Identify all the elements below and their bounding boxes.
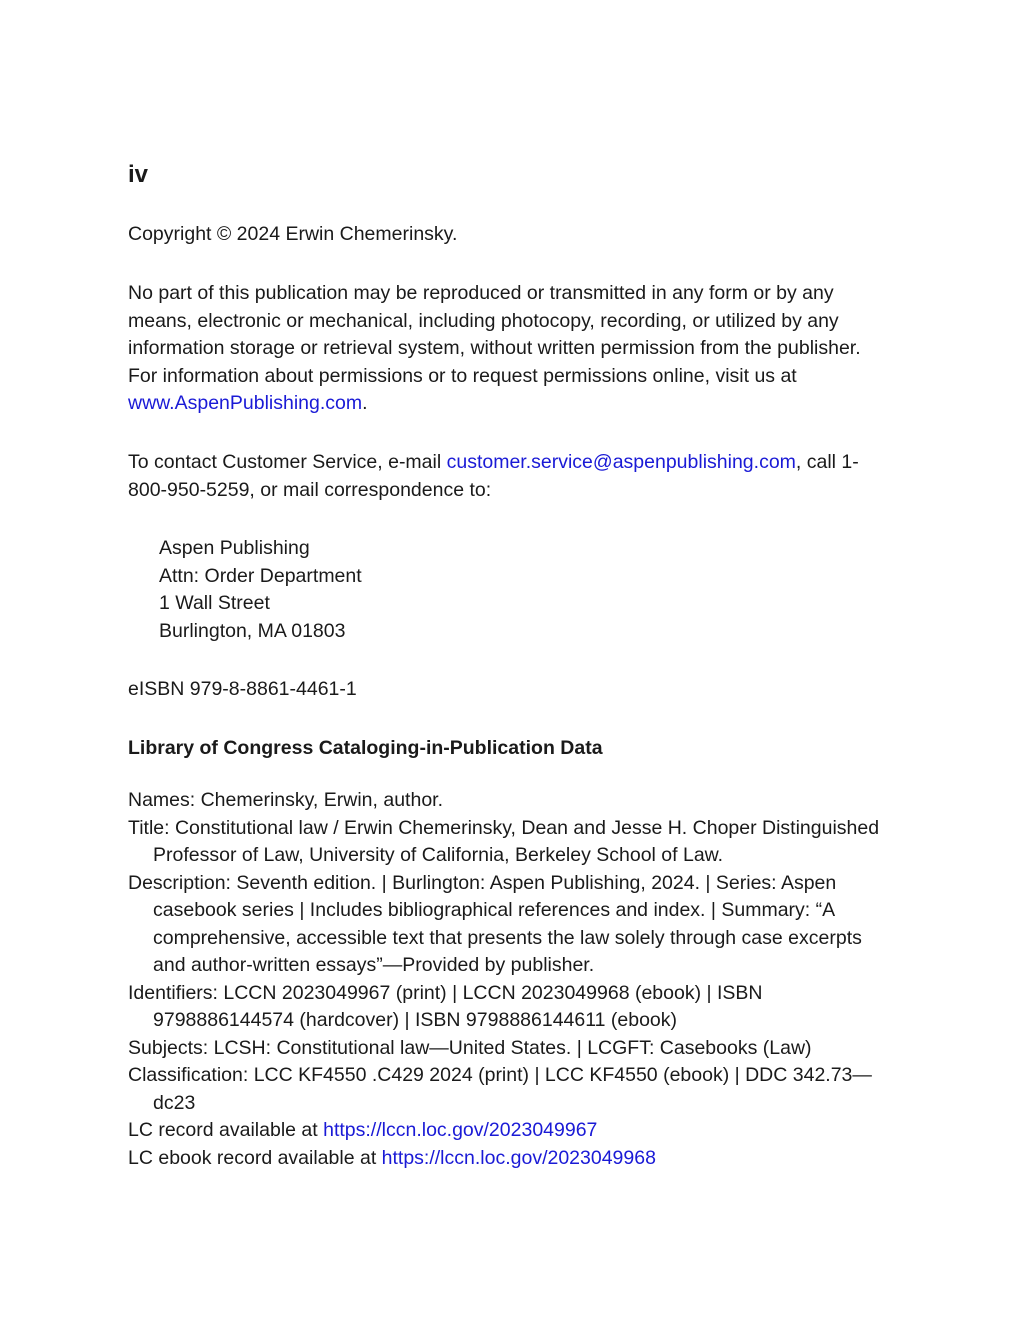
contact-text: To contact Customer Service, e-mail [128, 451, 447, 473]
cip-names: Names: Chemerinsky, Erwin, author. [128, 789, 443, 811]
permissions-text-end: . [362, 392, 368, 414]
cip-heading: Library of Congress Cataloging-in-Publication Data [128, 737, 603, 759]
address-line: Attn: Order Department [159, 564, 362, 587]
lc-ebook-label: LC ebook record available at [128, 1146, 382, 1169]
permissions-text: No part of this publication may be reproduced or transmitted in any form or by any means, electronic or mechanical, including photocopy, recording, or utilized by any information storage or retrieval system, without written permission from the publisher. For information about permissions or to request permissions online, visit us at [128, 282, 861, 387]
aspen-website-link[interactable]: www.AspenPublishing.com [128, 392, 363, 414]
page-number: iv [128, 161, 149, 188]
cip-classification: Classification: LCC KF4550 .C429 2024 (print) | LCC KF4550 (ebook) | DDC 342.73—dc23 [128, 1064, 872, 1114]
cip-subjects: Subjects: LCSH: Constitutional law—United States. | LCGFT: Casebooks (Law) [128, 1036, 812, 1059]
cip-lc-ebook-record [128, 1145, 893, 1173]
address-line: Burlington, MA 01803 [159, 619, 346, 642]
permissions-paragraph [128, 280, 893, 418]
address-line: Aspen Publishing [159, 537, 310, 559]
cip-description: Description: Seventh edition. | Burlington: Aspen Publishing, 2024. | Series: Aspen casebook series | Includes bibliographical references and index. | Summary: “A comprehensive, accessible text that presents the law solely through case excerpts and author-written essays”—Provided by publisher. [128, 871, 862, 976]
lc-record-label: LC record available at [128, 1119, 324, 1141]
contact-text-end: , call 1-800-950-5259, or mail correspondence to: [128, 451, 859, 501]
cip-lc-record [128, 1117, 893, 1145]
cip-data [128, 787, 893, 1172]
cip-title: Title: Constitutional law / Erwin Chemerinsky, Dean and Jesse H. Choper Distinguished Professor of Law, University of California, Berkeley School of Law. [128, 816, 880, 866]
customer-service-email-link[interactable]: customer.service@aspenpublishing.com [446, 451, 796, 473]
address-line: 1 Wall Street [159, 592, 270, 614]
cip-identifiers: Identifiers: LCCN 2023049967 (print) | LCCN 2023049968 (ebook) | ISBN 9798886144574 (hardcover) | ISBN 9798886144611 (ebook) [128, 981, 763, 1031]
lc-record-link[interactable]: https://lccn.loc.gov/2023049967 [323, 1119, 598, 1141]
copyright-notice: Copyright © 2024 Erwin Chemerinsky. [128, 223, 458, 245]
eisbn: eISBN 979-8-8861-4461-1 [128, 678, 357, 700]
lc-ebook-record-link[interactable]: https://lccn.loc.gov/2023049968 [381, 1146, 656, 1169]
mailing-address [159, 535, 659, 645]
contact-paragraph [128, 449, 893, 504]
